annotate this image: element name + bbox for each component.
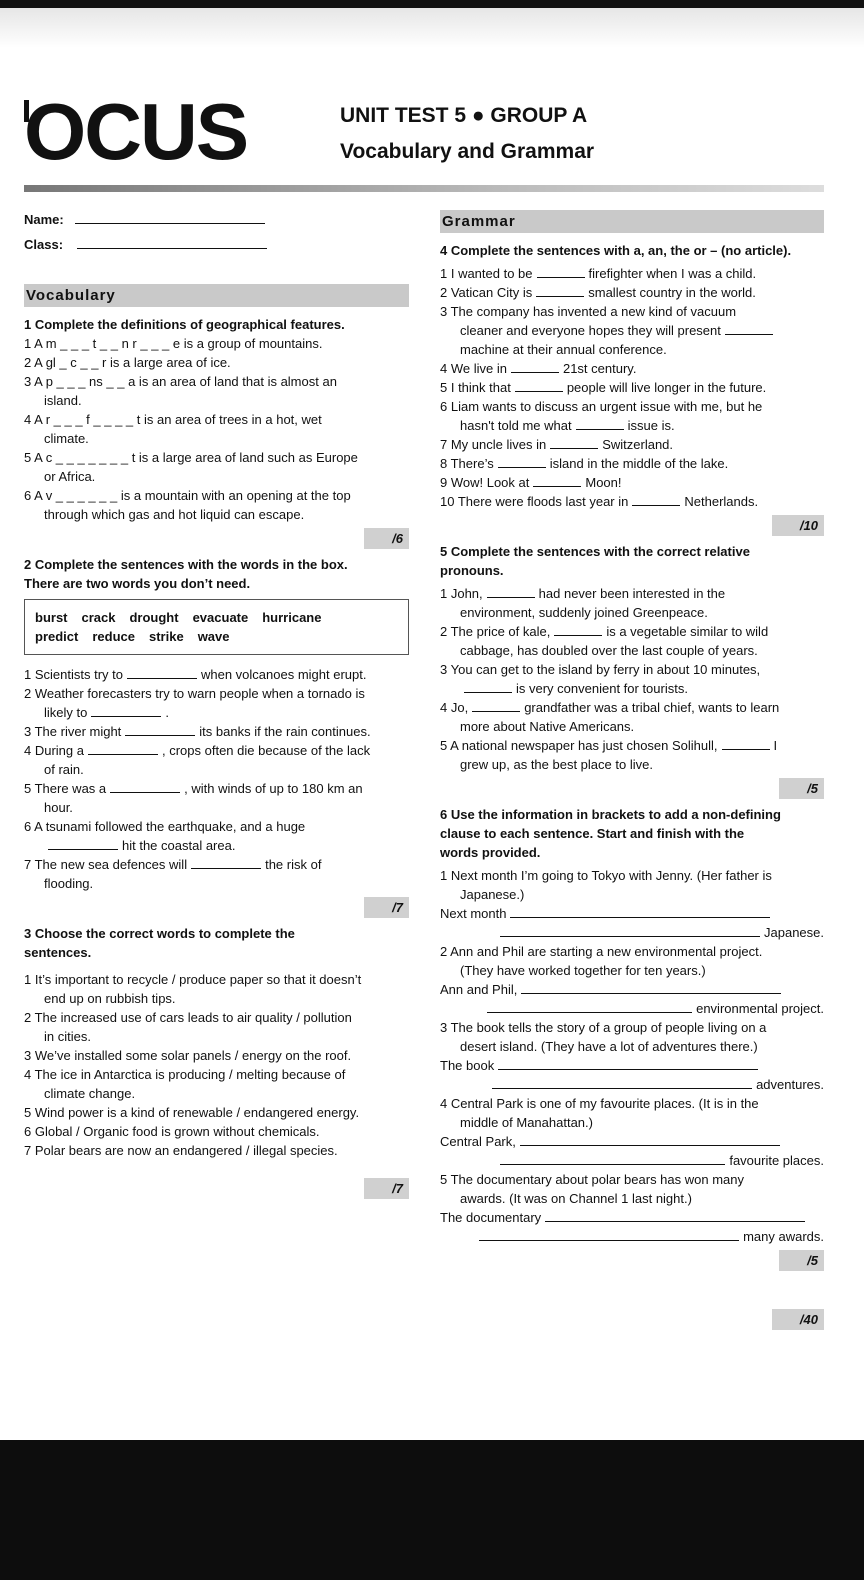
name-row: Name: xyxy=(24,210,409,229)
answer-start xyxy=(440,1208,824,1227)
item-text: firefighter when I was a child. xyxy=(588,266,757,281)
answer-blank[interactable] xyxy=(487,585,535,598)
word-box xyxy=(24,599,409,655)
item-text: 9 Wow! Look at xyxy=(440,475,530,490)
list-item xyxy=(440,473,824,492)
answer-blank[interactable] xyxy=(464,680,512,693)
item-text: its banks if the rain continues. xyxy=(199,724,371,739)
item-text: island in the middle of the lake. xyxy=(549,456,729,471)
answer-start xyxy=(440,1056,824,1075)
answer-end xyxy=(440,923,824,942)
list-item: environment, suddenly joined Greenpeace. xyxy=(460,605,708,620)
answer-start xyxy=(440,980,824,999)
list-item: in cities. xyxy=(44,1029,91,1044)
answer-blank[interactable] xyxy=(191,856,261,869)
list-item: (They have worked together for ten years.) xyxy=(460,963,706,978)
list-item: or Africa. xyxy=(44,469,96,484)
list-item: machine at their annual conference. xyxy=(460,342,667,357)
list-item xyxy=(440,416,824,435)
list-item xyxy=(24,741,409,760)
answer-blank[interactable] xyxy=(498,1057,758,1070)
test-subtitle: Vocabulary and Grammar xyxy=(340,140,595,163)
focus-logo: OCUS xyxy=(24,87,248,176)
answer-end xyxy=(440,1075,824,1094)
answer-blank[interactable] xyxy=(533,474,581,487)
list-item: 4 The ice in Antarctica is producing / melting because of xyxy=(24,1067,346,1082)
list-item: 6 Liam wants to discuss an urgent issue with me, but he xyxy=(440,399,763,414)
top-border xyxy=(0,0,864,8)
list-item xyxy=(440,378,824,397)
item-text: . xyxy=(165,705,169,720)
item-text: had never been interested in the xyxy=(538,586,726,601)
list-item: hour. xyxy=(44,800,73,815)
list-item: middle of Manahattan.) xyxy=(460,1115,593,1130)
list-item: end up on rubbish tips. xyxy=(44,991,176,1006)
item-text: when volcanoes might erupt. xyxy=(200,667,367,682)
list-item xyxy=(440,736,824,755)
item-text: Next month xyxy=(440,906,507,921)
answer-start xyxy=(440,1132,824,1151)
list-item xyxy=(440,359,824,378)
item-text: hit the coastal area. xyxy=(122,838,236,853)
item-text: 1 John, xyxy=(440,586,483,601)
ex1-instruction: 1 Complete the definitions of geographical features. xyxy=(24,317,345,332)
item-text: 7 The new sea defences will xyxy=(24,857,188,872)
ex1-score: /6 xyxy=(24,528,409,549)
item-text: 4 During a xyxy=(24,743,84,758)
vocabulary-section: Vocabulary xyxy=(24,284,409,307)
answer-blank[interactable] xyxy=(554,623,602,636)
item-text: is very convenient for tourists. xyxy=(516,681,688,696)
answer-end xyxy=(440,1151,824,1170)
item-text: grandfather was a tribal chief, wants to learn xyxy=(524,700,780,715)
answer-blank[interactable] xyxy=(110,780,180,793)
list-item xyxy=(440,454,824,473)
list-item: 2 The increased use of cars leads to air quality / pollution xyxy=(24,1010,352,1025)
item-text: , with winds of up to 180 km an xyxy=(184,781,363,796)
list-item xyxy=(24,855,409,874)
list-item: flooding. xyxy=(44,876,94,891)
list-item: 6 A tsunami followed the earthquake, and a huge xyxy=(24,819,306,834)
item-text: 5 I think that xyxy=(440,380,511,395)
list-item: desert island. (They have a lot of adventures there.) xyxy=(460,1039,758,1054)
list-item: 2 A gl _ c _ _ r is a large area of ice. xyxy=(24,355,231,370)
item-text: cleaner and everyone hopes they will present xyxy=(460,323,721,338)
ex1-list xyxy=(24,334,409,524)
item-text: is a vegetable similar to wild xyxy=(606,624,769,639)
name-field[interactable] xyxy=(75,211,265,224)
item-text: 4 Jo, xyxy=(440,700,469,715)
item-text: 4 We live in xyxy=(440,361,507,376)
list-item xyxy=(24,722,409,741)
answer-blank[interactable] xyxy=(536,284,584,297)
ex5-instruction: 5 Complete the sentences with the correct relative pronouns. xyxy=(440,544,750,578)
list-item: 3 A p _ _ _ ns _ _ a is an area of land that is almost an xyxy=(24,374,337,389)
answer-blank[interactable] xyxy=(537,265,585,278)
list-item: 1 A m _ _ _ t _ _ n r _ _ _ e is a group of mountains. xyxy=(24,336,323,351)
item-text: 2 The price of kale, xyxy=(440,624,551,639)
answer-end xyxy=(440,1227,824,1246)
list-item: cabbage, has doubled over the last couple of years. xyxy=(460,643,758,658)
answer-blank[interactable] xyxy=(127,666,197,679)
word-box-row xyxy=(35,608,398,627)
answer-blank[interactable] xyxy=(725,322,773,335)
box-word: predict xyxy=(35,629,79,644)
item-text: 5 There was a xyxy=(24,781,107,796)
item-text: 7 My uncle lives in xyxy=(440,437,547,452)
list-item: island. xyxy=(44,393,82,408)
list-item: 3 You can get to the island by ferry in about 10 minutes, xyxy=(440,662,761,677)
list-item xyxy=(24,836,409,855)
answer-blank[interactable] xyxy=(498,455,546,468)
answer-blank[interactable] xyxy=(510,905,770,918)
ex6-score: /5 xyxy=(440,1250,824,1271)
answer-blank[interactable] xyxy=(91,704,161,717)
box-word: burst xyxy=(35,610,68,625)
ex4-list xyxy=(440,264,824,511)
answer-blank[interactable] xyxy=(125,723,195,736)
item-text: favourite places. xyxy=(729,1153,824,1168)
list-item xyxy=(440,321,824,340)
answer-blank[interactable] xyxy=(550,436,598,449)
grammar-section: Grammar xyxy=(440,210,824,233)
list-item: awards. (It was on Channel 1 last night.) xyxy=(460,1191,692,1206)
box-word: wave xyxy=(197,629,230,644)
item-text: 10 There were floods last year in xyxy=(440,494,629,509)
list-item: more about Native Americans. xyxy=(460,719,635,734)
answer-blank[interactable] xyxy=(576,417,624,430)
list-item xyxy=(440,492,824,511)
ex4-instruction: 4 Complete the sentences with a, an, the or – (no article). xyxy=(440,243,792,258)
answer-blank[interactable] xyxy=(511,360,559,373)
list-item: 4 A r _ _ _ f _ _ _ _ t is an area of trees in a hot, wet xyxy=(24,412,322,427)
answer-blank[interactable] xyxy=(515,379,563,392)
box-word: evacuate xyxy=(192,610,249,625)
list-item: 6 A v _ _ _ _ _ _ is a mountain with an opening at the top xyxy=(24,488,351,503)
answer-blank[interactable] xyxy=(472,699,520,712)
ex3-score: /7 xyxy=(24,1178,409,1199)
item-text: many awards. xyxy=(743,1229,824,1244)
bottom-border xyxy=(0,1440,864,1580)
top-shade xyxy=(0,8,864,48)
answer-blank[interactable] xyxy=(487,1000,692,1013)
item-text: Moon! xyxy=(585,475,622,490)
list-item xyxy=(440,622,824,641)
item-text: Ann and Phil, xyxy=(440,982,518,997)
item-text: the risk of xyxy=(265,857,322,872)
word-box-row xyxy=(35,627,398,646)
list-item xyxy=(440,679,824,698)
box-word: crack xyxy=(81,610,116,625)
list-item: 2 Ann and Phil are starting a new environmental project. xyxy=(440,944,763,959)
answer-blank[interactable] xyxy=(500,1152,725,1165)
item-text: 2 Vatican City is xyxy=(440,285,533,300)
list-item: climate change. xyxy=(44,1086,136,1101)
box-word: hurricane xyxy=(262,610,322,625)
answer-blank[interactable] xyxy=(479,1228,739,1241)
list-item: 5 A c _ _ _ _ _ _ _ t is a large area of land such as Europe xyxy=(24,450,358,465)
item-text: 21st century. xyxy=(562,361,637,376)
box-word: reduce xyxy=(92,629,135,644)
total-score: /40 xyxy=(440,1309,824,1330)
item-text: environmental project. xyxy=(696,1001,824,1016)
answer-blank[interactable] xyxy=(722,737,770,750)
ex6-instruction: 6 Use the information in brackets to add a non-defining clause to each sentence. Start and finish with the words provided. xyxy=(440,807,781,860)
item-text: 1 I wanted to be xyxy=(440,266,533,281)
list-item xyxy=(440,435,824,454)
ex2-instruction: 2 Complete the sentences with the words in the box. There are two words you don’t need. xyxy=(24,557,348,591)
item-text: Netherlands. xyxy=(684,494,759,509)
ex5-list xyxy=(440,584,824,774)
item-text: 5 A national newspaper has just chosen Solihull, xyxy=(440,738,718,753)
list-item: 5 Wind power is a kind of renewable / endangered energy. xyxy=(24,1105,360,1120)
list-item: 1 Next month I’m going to Tokyo with Jenny. (Her father is xyxy=(440,868,772,883)
list-item xyxy=(24,665,409,684)
ex2-list xyxy=(24,665,409,893)
item-text: I xyxy=(773,738,778,753)
answer-blank[interactable] xyxy=(492,1076,752,1089)
ex3-instruction: 3 Choose the correct words to complete the sentences. xyxy=(24,926,295,960)
list-item: 5 The documentary about polar bears has won many xyxy=(440,1172,744,1187)
list-item: 3 The company has invented a new kind of vacuum xyxy=(440,304,737,319)
list-item xyxy=(440,283,824,302)
list-item: 4 Central Park is one of my favourite places. (It is in the xyxy=(440,1096,759,1111)
box-word: drought xyxy=(129,610,179,625)
list-item xyxy=(24,703,409,722)
ex3-list xyxy=(24,970,409,1160)
item-text: 1 Scientists try to xyxy=(24,667,123,682)
answer-blank[interactable] xyxy=(500,924,760,937)
ex5-score: /5 xyxy=(440,778,824,799)
item-text: adventures. xyxy=(756,1077,824,1092)
list-item: 6 Global / Organic food is grown without chemicals. xyxy=(24,1124,320,1139)
test-title: UNIT TEST 5 ● GROUP A xyxy=(340,104,588,127)
answer-blank[interactable] xyxy=(632,493,680,506)
list-item xyxy=(24,779,409,798)
answer-blank[interactable] xyxy=(545,1209,805,1222)
item-text: , crops often die because of the lack xyxy=(161,743,371,758)
answer-blank[interactable] xyxy=(521,981,781,994)
item-text: The documentary xyxy=(440,1210,542,1225)
item-text: people will live longer in the future. xyxy=(566,380,767,395)
list-item: of rain. xyxy=(44,762,84,777)
answer-blank[interactable] xyxy=(88,742,158,755)
answer-blank[interactable] xyxy=(520,1133,780,1146)
class-field[interactable] xyxy=(77,236,267,249)
list-item: 2 Weather forecasters try to warn people when a tornado is xyxy=(24,686,365,701)
class-row: Class: xyxy=(24,235,409,254)
item-text: The book xyxy=(440,1058,495,1073)
ex2-score: /7 xyxy=(24,897,409,918)
ex4-score: /10 xyxy=(440,515,824,536)
list-item: grew up, as the best place to live. xyxy=(460,757,653,772)
item-text: Switzerland. xyxy=(602,437,674,452)
ex6-list xyxy=(440,866,824,1246)
answer-start xyxy=(440,904,824,923)
list-item: 1 It’s important to recycle / produce paper so that it doesn’t xyxy=(24,972,362,987)
list-item: 3 The book tells the story of a group of people living on a xyxy=(440,1020,767,1035)
item-text: issue is. xyxy=(627,418,675,433)
item-text: hasn't told me what xyxy=(460,418,572,433)
list-item: through which gas and hot liquid can escape. xyxy=(44,507,305,522)
list-item: 3 We’ve installed some solar panels / energy on the roof. xyxy=(24,1048,352,1063)
right-column xyxy=(440,210,824,1336)
item-text: 3 The river might xyxy=(24,724,122,739)
answer-end xyxy=(440,999,824,1018)
item-text: smallest country in the world. xyxy=(588,285,756,300)
left-column xyxy=(24,210,409,1205)
header-rule xyxy=(24,185,824,192)
item-text: Central Park, xyxy=(440,1134,516,1149)
list-item xyxy=(440,584,824,603)
item-text: Japanese. xyxy=(764,925,824,940)
item-text: 8 There’s xyxy=(440,456,494,471)
list-item: Japanese.) xyxy=(460,887,525,902)
list-item xyxy=(440,698,824,717)
list-item: 7 Polar bears are now an endangered / illegal species. xyxy=(24,1143,338,1158)
answer-blank[interactable] xyxy=(48,837,118,850)
box-word: strike xyxy=(148,629,184,644)
list-item xyxy=(440,264,824,283)
list-item: climate. xyxy=(44,431,89,446)
item-text: likely to xyxy=(44,705,88,720)
